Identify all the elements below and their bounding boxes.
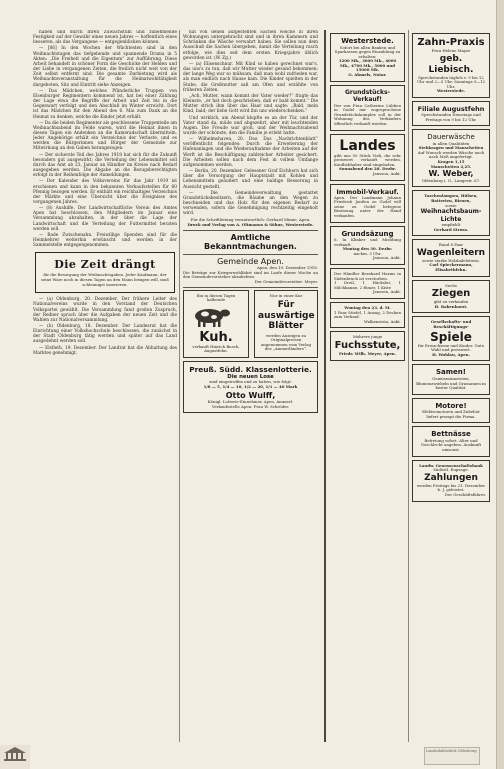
cow-ad-title: Kuh. xyxy=(199,329,233,345)
clothing-auction-signature: Walkenstein, Aukt. xyxy=(364,318,401,324)
ladders-ad-intro: Rund 8 Paar xyxy=(438,242,464,248)
lottery-prices: 1/8 — 5, 1/4 — 10, 1/2 — 20, 1/1 — 40 Mark xyxy=(203,383,298,389)
linen-ad-text: Auf Wunsch werden Wäsche auch nach Maß angefertigt. xyxy=(417,149,485,160)
lights-ad-text: empfiehlt xyxy=(441,222,461,228)
cattle-ad xyxy=(330,134,405,181)
dentist-hours: Sprechstunden täglich v. 9 bis 12 Uhr und 2—5 Uhr, Sonntags 9—12 Uhr. xyxy=(416,74,486,89)
bank-ad-signature: G. Ahmels, Notar. xyxy=(348,72,387,78)
cattle-ad-date: Sonnabend den 28. Dezbr. xyxy=(338,166,396,172)
dentist-ad xyxy=(412,33,490,98)
payments-ad-title: Zahlungen xyxy=(424,472,478,483)
notice-date: Apen, den 19. Dezember 1918. xyxy=(256,265,318,271)
estate-auction-text: Der Händler Bernhard Harms in Südenbruch ist verstorben. xyxy=(334,271,401,281)
municipality-heading: Gemeinde Apen. xyxy=(217,256,284,266)
editor-credit: Für die Schriftleitung verantwortlich: Gerhard Mimie, Apen. xyxy=(190,217,311,223)
article-text: — Die Gemeindeverwaltung gestattet Grundstücksbesitzern, die Bäume an den Wegen zu beschneiden und das Holz für den eigenen Bedarf zu verwenden, sofern die Genehmigung rechtzeitig eingeholt wird. xyxy=(183,190,318,217)
article-text: — (b) Oldenburg, 18. Dezember. Der Landesrat hat die Einrichtung einer Volkshochschule beschlossen, die zunächst in der Stadt Oldenburg tätig werden und später auf das Land ausgedehnt werden soll. xyxy=(33,323,177,345)
article-text: — Das Mädchen, welches Pfänderliche Truppen von Elsenburger Regimentern kommend ist, hat bei einer Zählung der Lage etwa die Begriffe der Arbeit und Zeit bis in die Gegenwart verfolgt und den Abschluß im Winter erreicht. Dort ist das Mädchen für den Abend des 6. Mai zum Dank an die Heimat zu denken, welche die Kinder jetzt erhält. xyxy=(33,88,177,120)
article-text: — Wilhelmshaven, 20. Dez. Das „Nachrichtenblatt“ veröffentlicht folgendes: Durch die Erweiterung der Hafenanlagen und die Wiederaufnahme der Arbeiten auf der Werft ist die Beschäftigung zahlreicher Arbeiter gesichert. Die Arbeiten sollen nach dem Fest in vollem Umfange aufgenommen werden. xyxy=(183,137,318,168)
foreign-papers-intro: Nur in einer Kur xyxy=(269,292,303,298)
article-text: — (a) Elisenschnur. Mit Kind so haben gerechnet war's, das uns's zu tun, daß wir Mutter wieder gesund bekommen; der lange Weg war so mühsam, daß man wohl zufrieden war, als man endlich nach Hause kam. Die Kinder spielten in der Stube, die Großmutter saß am Ofen und erzählte von früheren Zeiten. xyxy=(183,61,318,93)
ladders-ad-text: sowie starke Holzladeleitern. xyxy=(422,257,480,263)
lights-ad-sub: sowie xyxy=(445,202,457,208)
estate-auction-ad xyxy=(330,268,405,299)
property-sale-ad xyxy=(330,184,405,223)
article-text: — (a) Oldenburg, 20. Dezember. Der frühere Leiter des Nationalvereins wurde in den Vorstand der Deutschen Volkspartei gewählt. Die Versammlung fand großen Zuspruch, der Redner sprach über die Aufgaben der neuen Zeit und die Wahlen zur Nationalversammlung. xyxy=(33,297,177,323)
section-divider xyxy=(183,287,318,288)
ads-column-4 xyxy=(412,30,490,742)
dentist-maiden-name: geb. Liebisch. xyxy=(428,53,474,75)
horse-sale-signature: Friedr. Wilh. Meyer, Apen. xyxy=(338,350,396,356)
bedwetting-ad-text: Befreiung sofort. Alter und Geschlecht angeben. Auskunft umsonst. xyxy=(420,437,482,453)
ladders-ad xyxy=(412,239,490,276)
seeds-ad-text: Gemüsesämereien, Blumenzwiebeln und Grassamen in bester Qualität. xyxy=(416,375,486,391)
article-text: — Bade Zwischenahn. Freiwillige Spenden sind für die Heimkehrer weiterhin erwünscht und werden in der Sammelstelle entgegengenommen. xyxy=(33,232,177,249)
bank-ad-text: Sofort bei allen Banken und Sparkassen gegen Einzahlung zu erhalten: xyxy=(334,44,401,59)
games-ad xyxy=(412,316,490,361)
property-sale-title: Immobil-Verkauf. xyxy=(336,187,399,196)
manure-sale-title: Grundsäzung xyxy=(341,229,394,238)
linen-ad-address: Oldenburg i. O., Langestr. 67. xyxy=(421,177,481,183)
games-ad-title: Spiele xyxy=(430,329,472,344)
linen-ad-price-cuffs: Manschetten 2,25. xyxy=(430,163,472,169)
seeds-ad xyxy=(412,364,490,394)
linen-ad xyxy=(412,129,490,187)
clothing-auction-text: 1 Paar Stiefel, 1 Anzug, 2 Decken zum Verkauf. xyxy=(334,309,401,320)
lights-ad-title: Weihnachtsbaum-Lichte xyxy=(420,208,482,223)
ladders-ad-signature: Carl Spieckermann, Elisabethfehn. xyxy=(429,262,473,273)
notice-signature: Der Gemeindevorsteher: Meyer. xyxy=(254,278,318,284)
cow-ad-intro: Ein in diesen Tagen kalbende xyxy=(196,292,236,303)
printer-credit: Druck und Verlag von A. Oltmanns & Söhne, Westerstede. xyxy=(187,222,314,228)
branch-ad-title: Filiale Augustfehn xyxy=(417,104,485,113)
bank-ad-title: Westerstede. xyxy=(341,37,394,45)
dentist-ad-title: Zahn-Praxis xyxy=(417,37,485,48)
goats-ad xyxy=(412,280,490,314)
goats-ad-intro: Sechs xyxy=(445,282,457,288)
lottery-footer: Verkaufsstelle Apen: Frau W. Schröder. xyxy=(211,403,290,409)
article-text: „Ach, Mutter, wann kommt der Vater wieder?“ fragte das Kleinste; „er hat doch geschrieben, daß er bald kommt.“ Die Mutter strich ihm über das Haar und sagte: „Bald, mein Kind, bald; der liebe Gott wird ihn uns wiederschenken.“ xyxy=(183,93,318,115)
games-ad-text: für Erwachsene und Kinder. Gute Wahl und preiswert. xyxy=(418,342,484,353)
bank-ad-amounts: 1200 Mk., 3000 Mk., 4000 Mk., 4700 Mk., 5000 und 15000 Mk. xyxy=(338,58,397,73)
linen-ad-subtitle: in allen Qualitäten xyxy=(432,140,470,146)
section-divider xyxy=(183,230,318,231)
cattle-ad-signature: Jansson, Aukt. xyxy=(372,171,401,176)
ladders-ad-title: Wagenleitern xyxy=(416,247,486,258)
horse-sale-intro: Mehrere junge xyxy=(352,334,383,340)
notice-body: Die Beträge zur Kriegerwohlfahrt sind im Laufe dieser Woche an den Gemeindevorsteher abzuliefern. xyxy=(183,269,318,280)
property-sale-text: Apen. Der Landmann Johann Friedrich Janßen zu Godel will seine zu Godel belegene Besitzung unter der Hand verkaufen. xyxy=(334,194,401,218)
clothing-auction-date: Wontag den 23. d. M. xyxy=(344,305,391,310)
article-text: — Da die beiden Regimenter als geschlossene Truppenteile am Weihnachtsabend im Felde waren, wird die Heimat ihnen in diesen Tagen ein Andenken an die Kameradschaft übermitteln. Jeder Angehörige erhält ein Verzeichnis der Verluste, und es werden die Bürgerinnen und Bürger der Gemeinde zur Mitwirkung an den Gaben herangezogen. xyxy=(33,120,177,152)
motors-ad-text: Elektromotoren und Zubehör liefert prompt die Firma. xyxy=(422,409,480,419)
dentist-location: Westerstede. xyxy=(436,88,466,94)
news-column-2 xyxy=(183,30,318,742)
article-text: — [86] In den Wochen der Wächtesten sind in den Weihnachtstagen das tiefgehende und spannende Drama in 5 Akten: „Die Freiheit und die Eigentum“ zur Aufführung. Diese Arbeit behandelt in schöner Form die Geschicke der Helden und der Liebe in vergangenen Zeiten, die freilich nicht weit von der Zeit selbst entfernt sind. Die gesamte Darbietung wird als Weihnachtsveranstaltung für die Heimatwohltätigkeit dargeboten, Sitz und Eintritt siehe Anzeigen. xyxy=(33,46,177,88)
cattle-ad-text: gibt uns 50 Stück Vieh, die sehr preiswert verkauft werden. Kaufliebhaber sind eingeladen. xyxy=(334,152,401,167)
cattle-ad-title: Landes xyxy=(339,137,396,154)
manure-sale-signature: Jansson, Aukt. xyxy=(372,255,401,261)
article-text: — Berlin, 20. Dezember. Gelesener Graf Eichhorn hat sich über die Versorgung der Hauptstadt mit Kohlen und Lebensmitteln geäußert und eine baldige Besserung in Aussicht gestellt. xyxy=(183,169,318,190)
column-divider xyxy=(179,30,180,742)
ads-column-3 xyxy=(330,30,405,742)
article-text: hat von denen aufgestellten Sachen welche in ihren Wohnungen untergebracht sind und in ihren Kammern und Schränken die Wäsche verwahrt haben. Sie sollen nun dem Ausschuß die Sachen übergeben, damit die Verteilung rasch erfolge, wie dies seit dem ersten Kriegsjahre üblich geworden ist. (W. Zg.) xyxy=(183,30,318,61)
article-text: — (8) Aushilfe. Der Landwirtschaftliche Verein des Amtes Apen hat beschlossen, den Mitgliedern im Januar eine Versammlung abzuhalten, in der über die Lage der Landwirtschaft und die Verteilung der Futtermittel beraten werden soll. xyxy=(33,206,177,232)
goats-ad-signature: H. Rabenhorst. xyxy=(434,303,468,309)
page-edge xyxy=(496,0,504,769)
article-text: — Der sicherste Teil des Jahres 1918 hat sich für die Zukunft besonders gut ausgewirkt; die Verteilung der Lebensmittel soll durch das Amt ab 23. Januar an Händler im Kreise nach Bedarf ausgegeben werden. Die Abgabe an die Bezugsberechtigten erfolgt in der Reihenfolge der Anmeldungen. xyxy=(33,152,177,179)
library-stamp: Landesbibliothek Oldenburg xyxy=(424,747,480,765)
linen-ad-seller: W. Weber, xyxy=(428,169,474,179)
lottery-subtitle: Die neuen Lose xyxy=(227,374,274,381)
lights-ad-signature: Gerhard Struss. xyxy=(433,226,469,232)
motors-ad xyxy=(412,398,490,424)
dentist-name: Frau Helene Mayer xyxy=(431,48,471,53)
games-ad-intro: Gesellschafts- und Beschäftigungs- xyxy=(430,319,472,330)
bank-ad xyxy=(330,33,405,82)
clothing-auction-ad xyxy=(330,302,405,328)
branch-ad xyxy=(412,101,490,126)
motors-ad-title: Motore! xyxy=(435,401,467,410)
notice-text: für die Besorgung der Weihnachtsgaben. Jeder Kaufmann, der seine Ware noch in diesen Tagen an den Mann bringen will, muß schleunigst inserieren. xyxy=(40,272,170,287)
article-text: — Elsfleth, 19. Dezember. Der Landrat hat die Abhaltung des Marktes genehmigt. xyxy=(33,345,177,356)
linen-ad-price-collars: Kragen 1,15 xyxy=(437,159,465,165)
manure-sale-text: 6. In Klinker und Mistdung verkauft. xyxy=(334,237,401,247)
estate-auction-signature: Janssen, Aukt. xyxy=(372,289,401,295)
manure-sale-date: Montag den 30. Dezbr. xyxy=(342,246,393,252)
article-text: haben und durch Ihren Zuwachstum und zunehmende Festigkeit auf der Gewähr eines neuen Jahres — hoffentlich eines besseren, als das Vergangene — entgegenblicken können. xyxy=(33,30,177,46)
horse-sale-title: Fuchsstute, xyxy=(334,339,401,351)
bedwetting-ad-title: Bettnässe xyxy=(431,430,471,439)
lottery-text: sind eingetroffen und zu haben, wie folgt: xyxy=(209,379,292,385)
payments-ad-bank: Landw. Genossenschaftsbank xyxy=(419,462,483,468)
payments-ad-text: werden Freitags bis 21. Dezember b. J. geleistet. xyxy=(416,482,486,493)
lottery-ad xyxy=(183,361,318,413)
article-text: Und wirklich, am Abend klopfte es an der Tür, und der Vater stand da, müde und abgezehrt, aber mit leuchtenden Augen. Die Freude war groß, und der Weihnachtsabend wurde der schönste, den die Familie je erlebt hatte. xyxy=(183,115,318,136)
games-ad-signature: H. Wohlau, Apen. xyxy=(432,351,470,357)
cow-ad xyxy=(183,290,249,359)
seeds-ad-title: Samen! xyxy=(436,368,466,377)
time-notice-box xyxy=(35,252,175,293)
land-sale-ad xyxy=(330,85,405,131)
lottery-place: Königl. Lotterie-Einnehmer, Apen, Ammerl. xyxy=(207,399,294,405)
goats-ad-title: Ziegen xyxy=(431,288,471,300)
linen-ad-title: Dauerwäsche xyxy=(427,133,475,142)
bedwetting-ad xyxy=(412,426,490,456)
land-sale-text: Der von Frau Catherine Lübben in Godel mir zugesprochene Grundstückskomplex soll in der Wohnung des Verkäufers öffentlich verkauft werden. xyxy=(334,102,401,127)
manure-sale-ad xyxy=(330,226,405,265)
column-divider xyxy=(408,30,409,742)
library-logo-icon xyxy=(0,745,30,769)
horse-sale-ad xyxy=(330,331,405,360)
article-text: — Der Kalender des Volksvereins für das Jahr 1919 ist erschienen und kann in den bekannten Verkaufsstellen für 60 Pfennig bezogen werden. Er enthält ein reichhaltiges Verzeichnis der Märkte und eine Übersicht über die Ereignisse des vergangenen Jahres. xyxy=(33,179,177,205)
notice-title: Die Zeit drängt xyxy=(54,258,156,272)
section-divider xyxy=(183,254,318,255)
cow-ad-seller: verkauft Hinrich Busch, Augustfehn. xyxy=(192,343,240,354)
foreign-papers-text: werden Anzeigen zu Originalpreisen angenommen vom Verlag des „Ammerländers“. xyxy=(260,332,312,352)
lights-ad-items: Taschenlampen, Hülsen, Batterien, Birnen, xyxy=(424,193,478,203)
payments-ad-sub: Südöstl. Eupsage. xyxy=(433,467,469,473)
ad-row xyxy=(183,290,318,359)
official-notices-heading: Amtliche Bekanntmachungen. xyxy=(204,232,297,252)
branch-ad-text: Sprechstunden Dienstags und Freitags von 9 bis 12 Uhr. xyxy=(421,111,481,122)
column-divider xyxy=(324,30,326,742)
lottery-seller: Otto Wulff, xyxy=(225,390,276,400)
foreign-papers-title: Für auswärtige Blätter xyxy=(258,300,315,332)
land-sale-title: Grundstücks-Verkauf! xyxy=(344,88,391,104)
linen-ad-items: Stehkragen und Manschetten xyxy=(418,145,484,151)
christmas-lights-ad xyxy=(412,190,490,236)
cow-illustration xyxy=(187,303,233,329)
manure-sale-time: nachm. 3 Uhr. xyxy=(353,250,382,256)
payments-ad-signature: Der Geschäftsführer. xyxy=(444,492,486,498)
news-column-1 xyxy=(33,30,177,742)
payments-ad xyxy=(412,460,490,502)
foreign-papers-ad xyxy=(254,290,318,359)
lottery-title: Preuß. Südd. Klassenlotterie. xyxy=(189,365,312,375)
estate-auction-items: 1 Dreil, 1 Häcksler, 1 Milchkanne, 2 Eimer, 1 Kiste xyxy=(334,280,401,290)
goats-ad-text: gibt zu verkaufen xyxy=(433,299,469,305)
